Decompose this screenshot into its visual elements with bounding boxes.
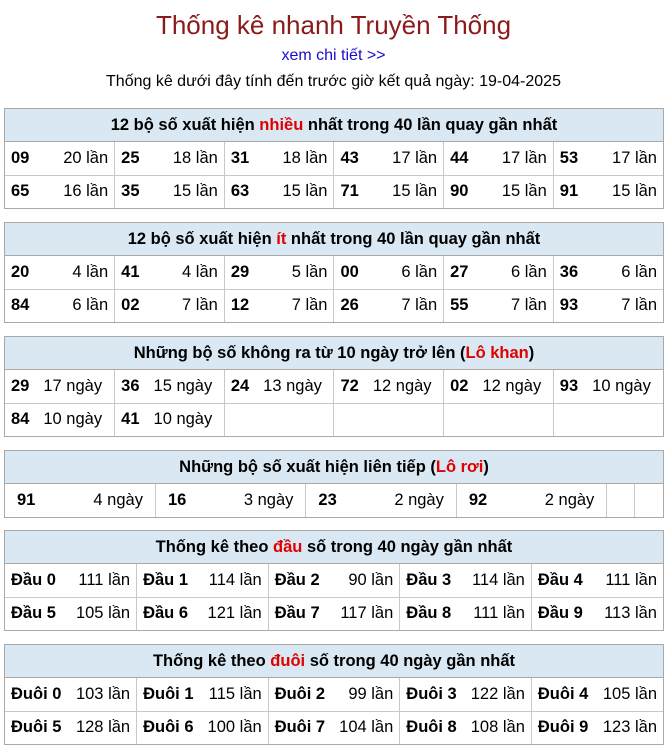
stat-cell	[444, 142, 554, 175]
stat-count: 128 lần	[75, 718, 131, 737]
stat-label: 23	[318, 491, 337, 509]
stat-label: Đuôi 4	[537, 684, 589, 703]
stat-count: 6 lần	[401, 262, 438, 281]
stat-cell	[334, 175, 444, 208]
stat-label: 02	[121, 296, 140, 315]
most-frequent-table	[5, 142, 663, 208]
stat-cell	[137, 564, 269, 597]
stat-cell	[115, 142, 225, 175]
table-row	[5, 678, 663, 711]
stat-cell	[553, 289, 663, 322]
stat-count: 7 lần	[621, 296, 657, 315]
stat-cell	[155, 484, 305, 517]
stat-cell	[400, 711, 532, 744]
stat-count: 15 lần	[501, 182, 547, 201]
stat-count: 108 lần	[470, 718, 525, 737]
table-row	[5, 142, 663, 175]
table-row	[5, 370, 663, 403]
stat-cell	[456, 484, 606, 517]
stat-label: Đuôi 0	[11, 684, 62, 703]
table-row	[5, 484, 663, 517]
stat-count: 17 lần	[501, 148, 547, 167]
section-heading: Thống kê theo đầu số trong 40 ngày gần nhất	[5, 531, 663, 564]
page-title: Thống kê nhanh Truyền Thống	[155, 10, 512, 40]
stat-cell	[5, 142, 115, 175]
stat-count: 6 lần	[621, 262, 657, 281]
stat-count: 12 ngày	[482, 376, 542, 395]
stat-label: 29	[230, 262, 250, 281]
stat-label: 71	[340, 182, 359, 201]
stat-count: 122 lần	[470, 684, 525, 703]
stat-cell	[5, 256, 115, 289]
stat-cell	[334, 370, 444, 403]
empty-cell	[607, 484, 635, 517]
stat-label: 44	[450, 148, 469, 167]
stat-cell	[444, 256, 554, 289]
stat-cell	[444, 403, 554, 436]
date-subtitle: Thống kê dưới đây tính đến trước giờ kết quả ngày: 19-04-2025	[106, 73, 561, 90]
stat-count: 3 ngày	[243, 491, 294, 509]
stat-label: Đuôi 2	[274, 684, 326, 703]
stat-cell	[306, 484, 456, 517]
stat-cell	[334, 142, 444, 175]
lo-khan-table	[5, 370, 663, 436]
dau-stats-table	[5, 564, 663, 630]
stat-cell	[400, 597, 532, 630]
stat-cell	[553, 370, 663, 403]
stat-cell	[268, 564, 400, 597]
table-row	[5, 289, 663, 322]
stat-label: 43	[340, 148, 359, 167]
stat-cell	[531, 711, 663, 744]
stat-count: 115 lần	[208, 684, 262, 703]
stat-count: 18 lần	[282, 148, 328, 167]
stat-cell	[5, 597, 137, 630]
stat-label: 20	[11, 262, 30, 281]
stat-cell	[224, 370, 334, 403]
stat-label: Đuôi 1	[143, 684, 194, 703]
stat-count: 114 lần	[208, 570, 262, 589]
stat-count: 15 lần	[612, 182, 657, 201]
stat-label: Đầu 3	[406, 570, 452, 589]
section-heading: Những bộ số xuất hiện liên tiếp (Lô rơi)	[5, 451, 663, 484]
stat-cell	[553, 175, 663, 208]
stat-count: 10 ngày	[43, 410, 103, 429]
stat-count: 104 lần	[339, 718, 394, 737]
stat-cell	[5, 175, 115, 208]
stat-count: 17 ngày	[43, 376, 103, 395]
stat-count: 12 ngày	[372, 376, 432, 395]
stat-cell	[224, 289, 334, 322]
stat-count: 13 ngày	[263, 376, 322, 395]
stat-label: 25	[121, 148, 140, 167]
stat-label: Đuôi 5	[11, 718, 62, 737]
stat-label: 91	[17, 491, 36, 509]
stat-cell	[115, 370, 225, 403]
section-heading: Những bộ số không ra từ 10 ngày trở lên (Lô khan)	[5, 337, 663, 370]
stat-label: 36	[121, 376, 140, 395]
stat-cell	[115, 256, 225, 289]
stat-cell	[5, 289, 115, 322]
table-row	[5, 256, 663, 289]
most-frequent-section	[4, 108, 664, 209]
stat-cell	[5, 370, 115, 403]
stat-cell	[334, 256, 444, 289]
stat-cell	[531, 678, 663, 711]
duoi-stats-table	[5, 678, 663, 744]
stat-cell	[553, 403, 663, 436]
stat-cell	[224, 175, 334, 208]
stat-count: 2 ngày	[544, 491, 595, 509]
stat-cell	[5, 678, 137, 711]
stat-label: 92	[468, 491, 488, 509]
stat-label: 55	[450, 296, 469, 315]
stat-label: 65	[11, 182, 30, 201]
stat-label: 90	[450, 182, 469, 201]
stat-label: Đầu 5	[11, 604, 56, 623]
stat-label: 53	[559, 148, 579, 167]
stat-count: 99 lần	[348, 684, 394, 703]
stat-count: 121 lần	[207, 604, 262, 623]
stat-cell	[444, 370, 554, 403]
stat-label: 84	[11, 410, 30, 429]
stat-label: 29	[11, 376, 30, 395]
stat-cell	[5, 484, 155, 517]
stat-cell	[531, 597, 663, 630]
stat-label: 36	[559, 262, 579, 281]
table-row	[5, 564, 663, 597]
section-heading: 12 bộ số xuất hiện nhiều nhất trong 40 lần quay gần nhất	[5, 109, 663, 142]
stat-count: 113 lần	[604, 604, 657, 623]
stat-count: 6 lần	[511, 262, 547, 281]
stat-count: 111 lần	[78, 570, 131, 589]
stat-label: 41	[121, 262, 140, 281]
stat-label: 41	[121, 410, 140, 429]
stat-cell	[5, 403, 115, 436]
stat-count: 15 lần	[282, 182, 328, 201]
stat-count: 5 lần	[291, 262, 328, 281]
lo-khan-section	[4, 336, 664, 437]
least-frequent-section	[4, 222, 664, 323]
stat-label: Đuôi 7	[274, 718, 326, 737]
stat-label: 24	[230, 376, 250, 395]
stat-count: 105 lần	[602, 684, 657, 703]
stat-count: 17 lần	[612, 148, 657, 167]
stat-count: 2 ngày	[394, 491, 444, 509]
stat-label: 26	[340, 296, 359, 315]
stat-cell	[400, 678, 532, 711]
stat-cell	[5, 711, 137, 744]
stat-label: Đầu 4	[537, 570, 583, 589]
stat-count: 7 lần	[291, 296, 328, 315]
stat-label: Đầu 6	[143, 604, 189, 623]
table-row	[5, 597, 663, 630]
table-row	[5, 711, 663, 744]
section-heading: 12 bộ số xuất hiện ít nhất trong 40 lần quay gần nhất	[5, 223, 663, 256]
stat-cell	[224, 256, 334, 289]
stat-count: 7 lần	[511, 296, 547, 315]
stat-label: 31	[230, 148, 250, 167]
stat-label: 72	[340, 376, 359, 395]
stat-label: Đầu 1	[143, 570, 189, 589]
stat-label: 00	[340, 262, 359, 281]
stat-cell	[115, 175, 225, 208]
stat-label: 09	[11, 148, 30, 167]
stat-label: Đầu 9	[537, 604, 583, 623]
stat-label: 91	[559, 182, 579, 201]
dau-stats-section	[4, 530, 664, 631]
least-frequent-table	[5, 256, 663, 322]
stat-cell	[115, 403, 225, 436]
stat-count: 100 lần	[207, 718, 262, 737]
stat-label: 63	[230, 182, 250, 201]
stat-cell	[334, 403, 444, 436]
stat-count: 20 lần	[63, 148, 109, 167]
stat-label: 84	[11, 296, 30, 315]
stat-count: 4 lần	[182, 262, 218, 281]
stat-cell	[115, 289, 225, 322]
stat-count: 4 lần	[72, 262, 109, 281]
stat-label: Đuôi 9	[537, 718, 589, 737]
stat-count: 117 lần	[340, 604, 394, 623]
empty-cell	[635, 484, 663, 517]
stat-count: 90 lần	[348, 570, 394, 589]
stat-count: 17 lần	[392, 148, 438, 167]
stat-label: 93	[559, 376, 579, 395]
stat-cell	[268, 597, 400, 630]
stat-cell	[531, 564, 663, 597]
stat-count: 16 lần	[63, 182, 109, 201]
stat-label: 93	[559, 296, 579, 315]
stat-cell	[224, 403, 334, 436]
stat-cell	[5, 564, 137, 597]
stat-cell	[137, 711, 269, 744]
stat-count: 6 lần	[72, 296, 109, 315]
table-row	[5, 403, 663, 436]
stat-label: 35	[121, 182, 140, 201]
stat-count: 7 lần	[182, 296, 218, 315]
stat-cell	[137, 678, 269, 711]
stat-count: 105 lần	[75, 604, 131, 623]
stat-label: Đuôi 6	[143, 718, 194, 737]
stat-count: 10 ngày	[153, 410, 213, 429]
stat-cell	[400, 564, 532, 597]
stat-count: 111 lần	[473, 604, 525, 623]
stat-cell	[224, 142, 334, 175]
stat-count: 15 lần	[392, 182, 438, 201]
stat-count: 18 lần	[172, 148, 218, 167]
stat-count: 15 lần	[172, 182, 218, 201]
stat-label: Đuôi 8	[406, 718, 457, 737]
stat-count: 10 ngày	[592, 376, 651, 395]
stat-label: 16	[167, 491, 187, 509]
stat-count: 103 lần	[75, 684, 131, 703]
stat-count: 114 lần	[471, 570, 525, 589]
stat-label: Đầu 0	[11, 570, 56, 589]
lo-roi-table	[5, 484, 663, 517]
stat-count: 123 lần	[602, 718, 657, 737]
stat-cell	[137, 597, 269, 630]
duoi-stats-section	[4, 644, 664, 745]
stat-count: 111 lần	[605, 570, 657, 589]
table-row	[5, 175, 663, 208]
stat-label: 02	[450, 376, 469, 395]
stat-label: 27	[450, 262, 469, 281]
section-heading: Thống kê theo đuôi số trong 40 ngày gần nhất	[5, 645, 663, 678]
stat-cell	[444, 175, 554, 208]
stat-cell	[553, 256, 663, 289]
stat-label: Đuôi 3	[406, 684, 457, 703]
view-details-link[interactable]: xem chi tiết >>	[281, 47, 386, 64]
stat-count: 7 lần	[401, 296, 438, 315]
lo-roi-section	[4, 450, 664, 518]
stat-cell	[444, 289, 554, 322]
stat-cell	[334, 289, 444, 322]
stat-cell	[268, 678, 400, 711]
stat-label: Đầu 8	[406, 604, 452, 623]
stat-cell	[268, 711, 400, 744]
stat-label: Đầu 2	[274, 570, 320, 589]
stat-cell	[553, 142, 663, 175]
stat-count: 4 ngày	[93, 491, 143, 509]
stat-label: Đầu 7	[274, 604, 320, 623]
stat-label: 12	[230, 296, 250, 315]
stat-count: 15 ngày	[153, 376, 213, 395]
